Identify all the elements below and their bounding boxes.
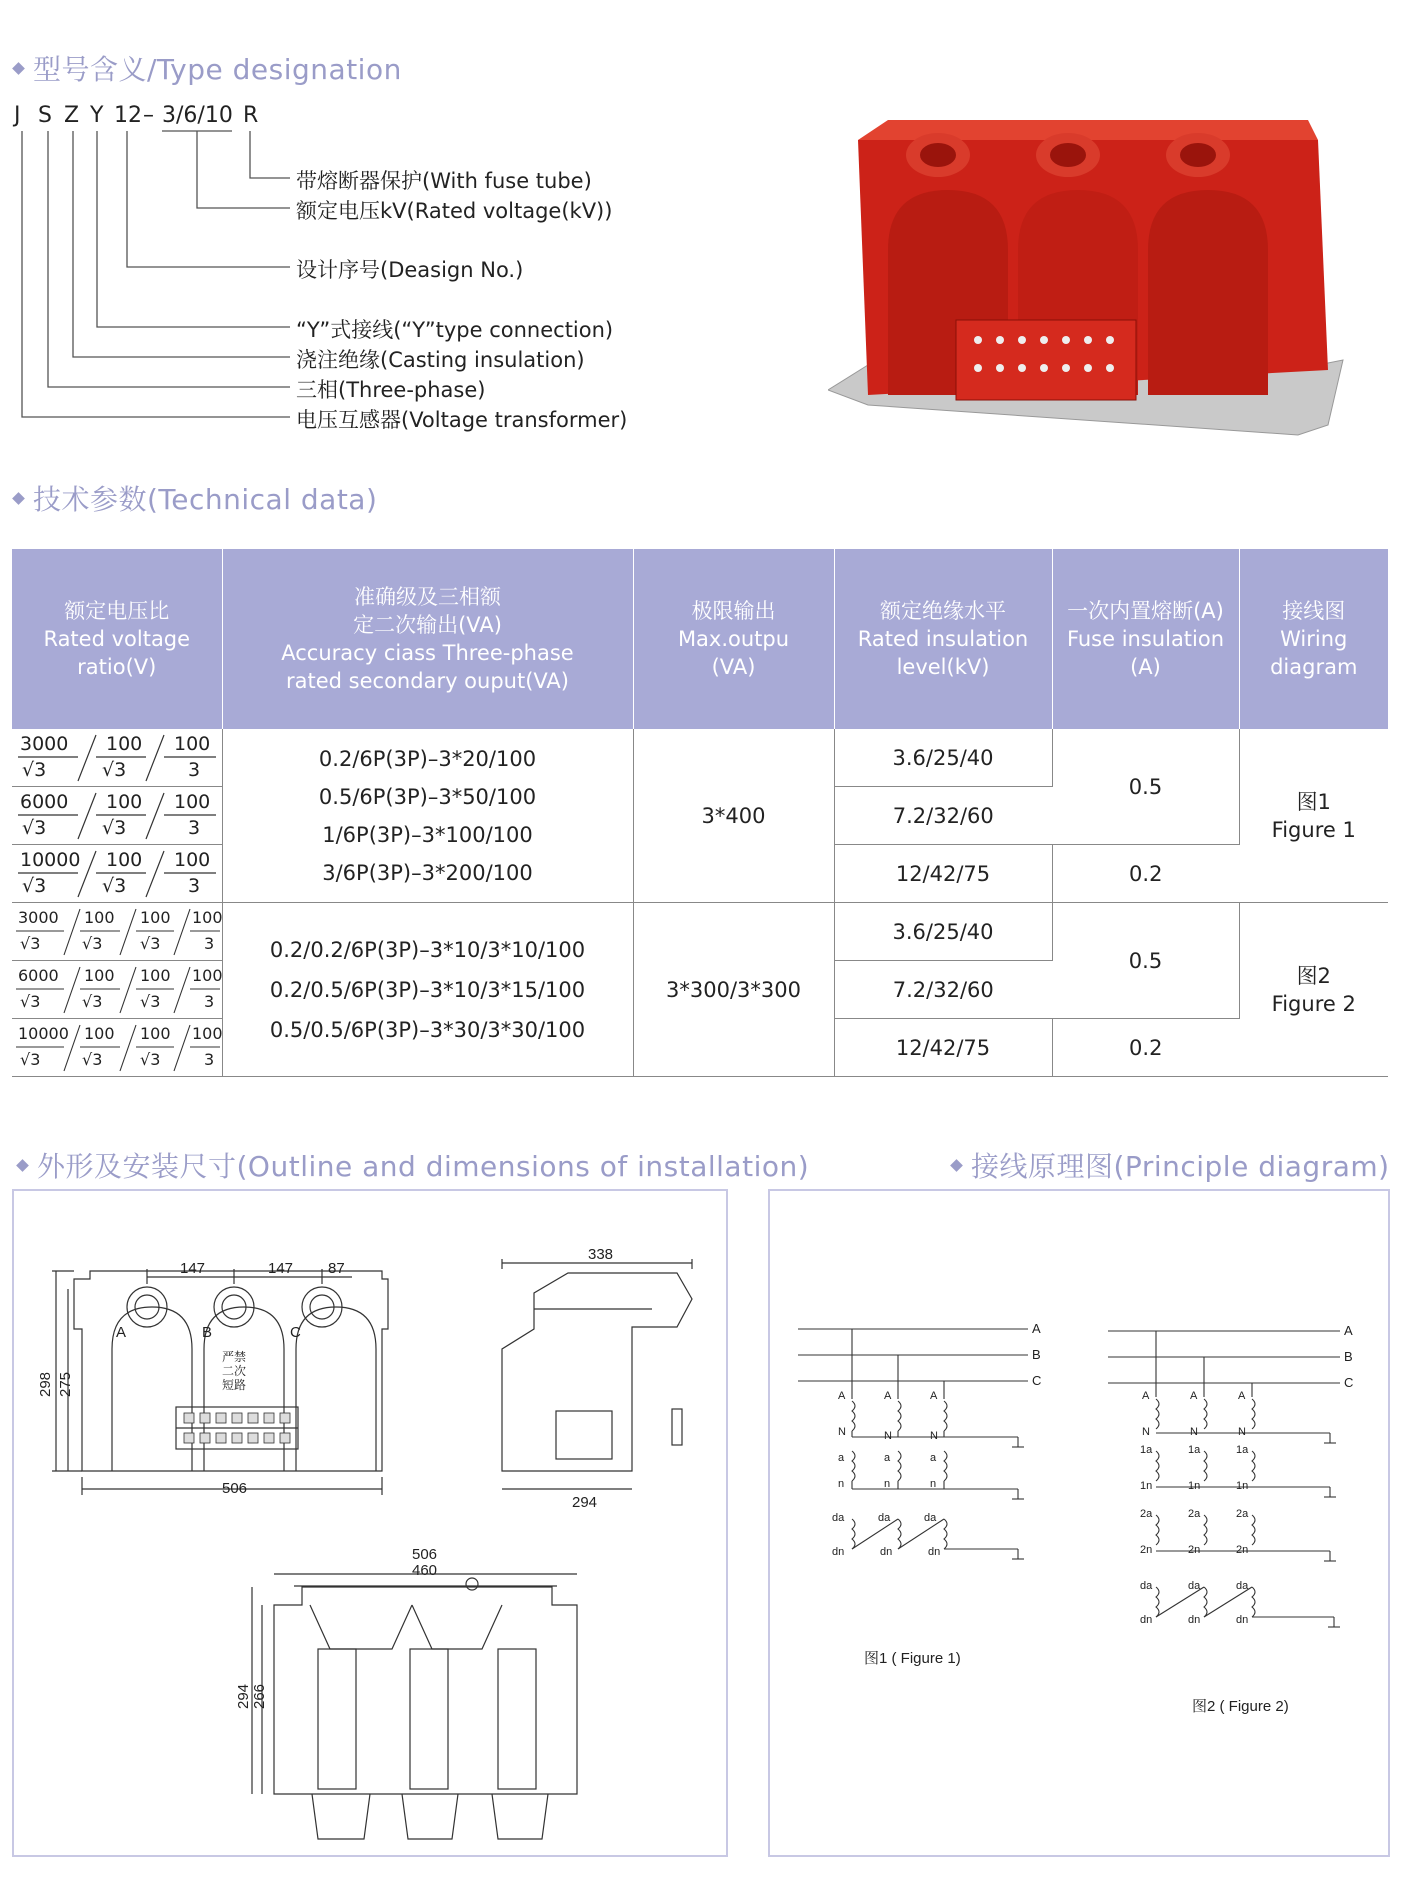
ratio-fraction: 3000 √3 100 √3 100 √3 100 3 — [12, 903, 222, 961]
phase-c-label: C — [1344, 1375, 1354, 1390]
svg-text:A: A — [1142, 1390, 1150, 1402]
diamond-bullet-icon — [16, 1159, 29, 1172]
bottom-view-labels — [235, 1546, 437, 1709]
desc-three-phase: 三相(Three-phase) — [296, 378, 486, 402]
desc-y-connection: “Y”式接线(“Y”type connection) — [296, 318, 614, 342]
svg-text:N: N — [1238, 1426, 1246, 1438]
svg-text:da: da — [1188, 1580, 1201, 1592]
header-accuracy: 准确级及三相额 定二次输出(VA) Accuracy ciass Three-phase rated secondary ouput(VA) — [222, 549, 633, 729]
accuracy-cell: 0.2/0.2/6P(3P)–3*10/3*10/100 0.2/0.5/6P(3P)–3*10/3*15/100 0.5/0.5/6P(3P)–3*30/3*30/100 — [222, 903, 633, 1077]
dim-bottom-266: 266 — [251, 1683, 268, 1709]
dim-275: 275 — [57, 1371, 74, 1397]
svg-text:a: a — [930, 1452, 937, 1464]
desc-voltage-transformer: 电压互感器(Voltage transformer) — [296, 408, 628, 432]
table-row — [12, 903, 1388, 961]
svg-text:2n: 2n — [1188, 1544, 1201, 1556]
dim-87: 87 — [328, 1260, 345, 1277]
svg-text:N: N — [1142, 1426, 1150, 1438]
code-letter: Y — [90, 103, 104, 128]
max-output-cell: 3*300/3*300 — [633, 903, 834, 1077]
svg-text:a: a — [884, 1452, 891, 1464]
ratio-fraction: 6000 √3 100 √3 100 √3 100 3 — [12, 961, 222, 1019]
warning-label-1: 严禁 — [222, 1350, 247, 1364]
dim-bottom-294: 294 — [235, 1683, 252, 1709]
fuse-cell: 0.2 — [1052, 1019, 1239, 1077]
code-letter: 12 — [114, 103, 142, 128]
svg-text:da: da — [924, 1512, 937, 1524]
svg-text:1n: 1n — [1188, 1480, 1201, 1492]
product-photo — [828, 110, 1348, 450]
table-row — [12, 729, 1388, 787]
svg-text:A: A — [838, 1390, 846, 1402]
dim-147-a: 147 — [180, 1260, 206, 1277]
outline-title: 外形及安装尺寸(Outline and dimensions of installation) — [18, 1145, 809, 1185]
desc-rated-voltage: 额定电压kV(Rated voltage(kV)) — [296, 199, 613, 223]
svg-text:N: N — [838, 1426, 846, 1438]
diamond-bullet-icon — [12, 492, 25, 505]
svg-text:da: da — [878, 1512, 891, 1524]
svg-text:a: a — [838, 1452, 845, 1464]
svg-text:N: N — [884, 1430, 892, 1442]
svg-text:2a: 2a — [1140, 1508, 1153, 1520]
ratio-cell — [12, 903, 222, 1077]
svg-text:n: n — [930, 1478, 937, 1490]
fuse-cell: 0.5 — [1052, 729, 1239, 845]
code-letter: Z — [64, 103, 80, 128]
dim-147-b: 147 — [268, 1260, 294, 1277]
code-letter: R — [243, 103, 259, 128]
phase-b-label: B — [1032, 1347, 1041, 1362]
outline-drawings — [12, 1189, 724, 1853]
side-view — [502, 1259, 692, 1489]
max-output-cell: 3*400 — [633, 729, 834, 903]
svg-text:1a: 1a — [1188, 1444, 1201, 1456]
insulation-cell: 12/42/75 — [834, 1019, 1052, 1077]
terminal-a-label: A — [116, 1324, 127, 1341]
svg-text:1n: 1n — [1236, 1480, 1249, 1492]
figure-2-caption: 图2 ( Figure 2) — [1192, 1698, 1289, 1715]
dim-bottom-506: 506 — [412, 1546, 438, 1563]
ratio-fraction: 10000 √3 100 √3 100 3 — [20, 849, 211, 897]
figure-1-caption: 图1 ( Figure 1) — [864, 1650, 961, 1667]
svg-text:A: A — [930, 1390, 938, 1402]
svg-text:dn: dn — [928, 1546, 941, 1558]
technical-data-title: 技术参数(Technical data) — [14, 478, 377, 518]
principle-title: 接线原理图(Principle diagram) — [952, 1145, 1390, 1185]
phase-a-label: A — [1344, 1323, 1353, 1338]
front-view — [52, 1269, 388, 1495]
terminal-b-label: B — [202, 1324, 213, 1341]
dim-506: 506 — [222, 1480, 248, 1497]
header-wiring: 接线图 Wiring diagram — [1239, 549, 1388, 729]
header-fuse: 一次内置熔断(A) Fuse insulation (A) — [1052, 549, 1239, 729]
terminal-c-label: C — [290, 1324, 301, 1341]
fuse-cell: 0.5 — [1052, 903, 1239, 1019]
code-letter: 3/6/10 — [162, 103, 233, 128]
svg-text:2a: 2a — [1188, 1508, 1201, 1520]
svg-text:da: da — [1140, 1580, 1153, 1592]
svg-text:1a: 1a — [1140, 1444, 1153, 1456]
code-letter: – — [143, 103, 154, 128]
svg-text:dn: dn — [880, 1546, 893, 1558]
ratio-cell — [12, 729, 222, 903]
wiring-cell: 图2 Figure 2 — [1239, 903, 1388, 1077]
svg-text:2a: 2a — [1236, 1508, 1249, 1520]
header-insulation: 额定绝缘水平 Rated insulation level(kV) — [834, 549, 1052, 729]
principle-diagrams — [768, 1189, 1386, 1853]
fuse-cell: 0.2 — [1052, 845, 1239, 903]
svg-text:A: A — [884, 1390, 892, 1402]
warning-label-3: 短路 — [222, 1378, 247, 1392]
diamond-bullet-icon — [950, 1159, 963, 1172]
svg-text:da: da — [832, 1512, 845, 1524]
accuracy-cell: 0.2/6P(3P)–3*20/100 0.5/6P(3P)–3*50/100 1/6P(3P)–3*100/100 3/6P(3P)–3*200/100 — [222, 729, 633, 903]
bottom-view — [252, 1574, 577, 1839]
type-designation-title: 型号含义/Type designation — [14, 48, 402, 88]
svg-text:dn: dn — [1140, 1614, 1153, 1626]
ratio-fraction: 3000 √3 100 √3 100 3 — [12, 729, 222, 787]
figure-2-labels — [1140, 1323, 1353, 1715]
figure-1-labels — [832, 1321, 1041, 1667]
insulation-cell: 7.2/32/60 — [834, 787, 1052, 845]
svg-text:2n: 2n — [1236, 1544, 1249, 1556]
svg-text:dn: dn — [832, 1546, 845, 1558]
svg-text:2n: 2n — [1140, 1544, 1153, 1556]
svg-text:dn: dn — [1236, 1614, 1249, 1626]
dim-bottom-460: 460 — [412, 1562, 438, 1579]
svg-text:N: N — [930, 1430, 938, 1442]
header-max-output: 极限输出 Max.outpu (VA) — [633, 549, 834, 729]
svg-text:n: n — [884, 1478, 891, 1490]
header-ratio: 额定电压比 Rated voltage ratio(V) — [12, 549, 222, 729]
phase-a-label: A — [1032, 1321, 1041, 1336]
dim-298: 298 — [37, 1371, 54, 1397]
desc-fuse: 带熔断器保护(With fuse tube) — [296, 169, 592, 193]
phase-b-label: B — [1344, 1349, 1353, 1364]
svg-text:da: da — [1236, 1580, 1249, 1592]
svg-text:N: N — [1190, 1426, 1198, 1438]
code-letter: S — [38, 103, 52, 128]
front-view-labels — [37, 1260, 345, 1497]
warning-label-2: 二次 — [222, 1364, 247, 1378]
ratio-fraction: 6000 √3 100 √3 100 3 — [12, 787, 222, 845]
insulation-cell: 7.2/32/60 — [834, 961, 1052, 1019]
ratio-fraction: 10000 √3 100 √3 100 √3 100 3 — [18, 1024, 223, 1069]
insulation-cell: 3.6/25/40 — [834, 903, 1052, 961]
designation-leader-lines — [0, 0, 320, 440]
desc-design-no: 设计序号(Deasign No.) — [296, 258, 524, 282]
insulation-cell: 12/42/75 — [834, 845, 1052, 903]
svg-text:A: A — [1190, 1390, 1198, 1402]
code-letter: J — [14, 103, 21, 128]
figure-1 — [798, 1329, 1028, 1559]
svg-text:A: A — [1238, 1390, 1246, 1402]
technical-data-table — [12, 549, 1388, 1077]
svg-text:1n: 1n — [1140, 1480, 1153, 1492]
wiring-cell: 图1 Figure 1 — [1239, 729, 1388, 903]
svg-text:n: n — [838, 1478, 845, 1490]
table-header-row — [12, 549, 1388, 729]
insulation-cell: 3.6/25/40 — [834, 729, 1052, 787]
phase-c-label: C — [1032, 1373, 1042, 1388]
desc-casting: 浇注绝缘(Casting insulation) — [296, 348, 585, 372]
dim-294: 294 — [572, 1494, 598, 1511]
svg-text:dn: dn — [1188, 1614, 1201, 1626]
dim-338: 338 — [588, 1246, 614, 1263]
svg-text:1a: 1a — [1236, 1444, 1249, 1456]
